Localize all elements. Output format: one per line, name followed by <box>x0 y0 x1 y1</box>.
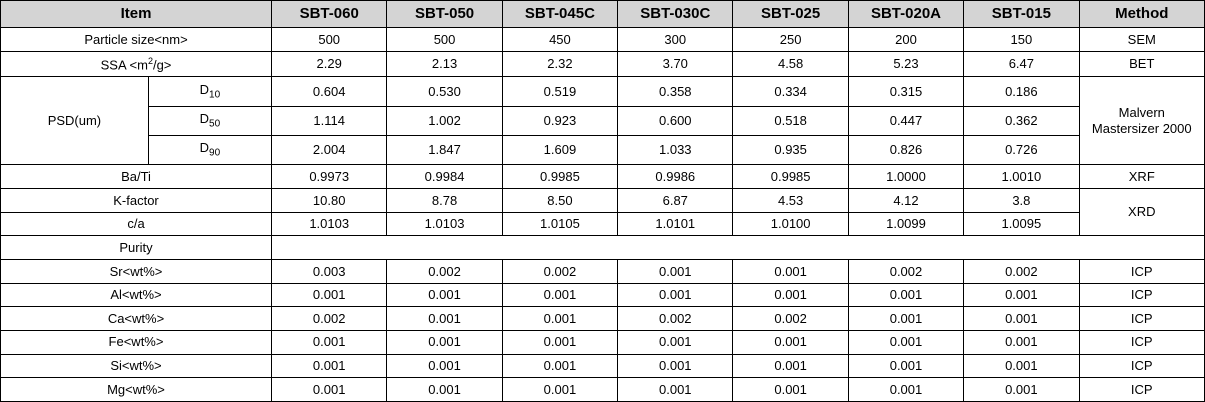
row-label-ssa <box>1 51 272 77</box>
cell-mg-sbt-015: 0.001 <box>964 378 1079 402</box>
cell-d50-sbt-015: 0.362 <box>964 106 1079 135</box>
cell-method-ssa: BET <box>1079 51 1204 77</box>
cell-mg-sbt-045c: 0.001 <box>502 378 617 402</box>
cell-si-sbt-050: 0.001 <box>387 354 502 378</box>
table-row <box>1 106 1205 135</box>
row-label-al: Al<wt%> <box>1 283 272 307</box>
cell-particle-size-sbt-060: 500 <box>272 28 387 52</box>
row-label-c-a: c/a <box>1 212 272 236</box>
cell-ba-ti-sbt-030c: 0.9986 <box>618 165 733 189</box>
row-label-sr: Sr<wt%> <box>1 259 272 283</box>
cell-ssa-sbt-020a: 5.23 <box>848 51 963 77</box>
header-product-sbt-045c: SBT-045C <box>502 1 617 28</box>
d50-prefix: D <box>199 111 210 127</box>
cell-ba-ti-sbt-015: 1.0010 <box>964 165 1079 189</box>
cell-si-sbt-060: 0.001 <box>272 354 387 378</box>
cell-c-a-sbt-060: 1.0103 <box>272 212 387 236</box>
cell-d10-sbt-015: 0.186 <box>964 77 1079 106</box>
cell-fe-sbt-045c: 0.001 <box>502 330 617 354</box>
row-label-d50 <box>148 106 271 135</box>
cell-al-sbt-060: 0.001 <box>272 283 387 307</box>
row-label-particle-size: Particle size<nm> <box>1 28 272 52</box>
cell-d10-sbt-060: 0.604 <box>272 77 387 106</box>
cell-ssa-sbt-045c: 2.32 <box>502 51 617 77</box>
table-row <box>1 259 1205 283</box>
cell-k-factor-sbt-025: 4.53 <box>733 189 848 213</box>
cell-al-sbt-025: 0.001 <box>733 283 848 307</box>
cell-k-factor-sbt-060: 10.80 <box>272 189 387 213</box>
cell-c-a-sbt-030c: 1.0101 <box>618 212 733 236</box>
cell-particle-size-sbt-045c: 450 <box>502 28 617 52</box>
cell-d10-sbt-050: 0.530 <box>387 77 502 106</box>
cell-fe-sbt-025: 0.001 <box>733 330 848 354</box>
d10-prefix: D <box>199 81 210 97</box>
cell-si-sbt-025: 0.001 <box>733 354 848 378</box>
cell-d90-sbt-050: 1.847 <box>387 136 502 165</box>
table-row <box>1 378 1205 402</box>
table-row <box>1 189 1205 213</box>
cell-c-a-sbt-015: 1.0095 <box>964 212 1079 236</box>
cell-ba-ti-sbt-020a: 1.0000 <box>848 165 963 189</box>
cell-ssa-sbt-025: 4.58 <box>733 51 848 77</box>
cell-fe-sbt-015: 0.001 <box>964 330 1079 354</box>
cell-si-sbt-045c: 0.001 <box>502 354 617 378</box>
cell-al-sbt-015: 0.001 <box>964 283 1079 307</box>
table-header-row <box>1 1 1205 28</box>
ssa-label-suffix: /g> <box>152 56 172 72</box>
cell-ca-sbt-020a: 0.001 <box>848 307 963 331</box>
d50-subscript: 50 <box>209 118 221 130</box>
table-row <box>1 330 1205 354</box>
row-label-psd-group: PSD(um) <box>1 77 149 165</box>
cell-k-factor-sbt-015: 3.8 <box>964 189 1079 213</box>
row-label-fe: Fe<wt%> <box>1 330 272 354</box>
cell-al-sbt-020a: 0.001 <box>848 283 963 307</box>
ssa-label-superscript: 2 <box>147 55 153 66</box>
d90-subscript: 90 <box>209 147 221 159</box>
cell-d90-sbt-060: 2.004 <box>272 136 387 165</box>
header-product-sbt-020a: SBT-020A <box>848 1 963 28</box>
cell-sr-sbt-025: 0.001 <box>733 259 848 283</box>
table-row <box>1 51 1205 77</box>
table-row <box>1 212 1205 236</box>
row-label-d90 <box>148 136 271 165</box>
cell-d90-sbt-020a: 0.826 <box>848 136 963 165</box>
row-label-purity: Purity <box>1 236 272 260</box>
cell-al-sbt-045c: 0.001 <box>502 283 617 307</box>
cell-method-psd <box>1079 77 1204 165</box>
cell-si-sbt-030c: 0.001 <box>618 354 733 378</box>
cell-k-factor-sbt-050: 8.78 <box>387 189 502 213</box>
cell-d10-sbt-020a: 0.315 <box>848 77 963 106</box>
header-product-sbt-030c: SBT-030C <box>618 1 733 28</box>
method-psd-line1: Malvern <box>1118 105 1165 121</box>
cell-sr-sbt-045c: 0.002 <box>502 259 617 283</box>
method-psd-line2: Mastersizer 2000 <box>1091 120 1192 136</box>
cell-sr-sbt-020a: 0.002 <box>848 259 963 283</box>
cell-ssa-sbt-015: 6.47 <box>964 51 1079 77</box>
cell-c-a-sbt-045c: 1.0105 <box>502 212 617 236</box>
ssa-label-prefix: SSA <m <box>100 56 148 72</box>
table-row <box>1 136 1205 165</box>
cell-d90-sbt-030c: 1.033 <box>618 136 733 165</box>
cell-d50-sbt-050: 1.002 <box>387 106 502 135</box>
cell-method-particle-size: SEM <box>1079 28 1204 52</box>
cell-ca-sbt-060: 0.002 <box>272 307 387 331</box>
cell-ba-ti-sbt-045c: 0.9985 <box>502 165 617 189</box>
d10-subscript: 10 <box>209 89 221 101</box>
cell-particle-size-sbt-015: 150 <box>964 28 1079 52</box>
cell-particle-size-sbt-025: 250 <box>733 28 848 52</box>
cell-al-sbt-030c: 0.001 <box>618 283 733 307</box>
cell-k-factor-sbt-045c: 8.50 <box>502 189 617 213</box>
cell-purity-empty <box>272 236 1205 260</box>
cell-fe-sbt-030c: 0.001 <box>618 330 733 354</box>
table-row <box>1 354 1205 378</box>
cell-fe-sbt-060: 0.001 <box>272 330 387 354</box>
cell-k-factor-sbt-030c: 6.87 <box>618 189 733 213</box>
cell-ba-ti-sbt-050: 0.9984 <box>387 165 502 189</box>
cell-si-sbt-015: 0.001 <box>964 354 1079 378</box>
cell-ba-ti-sbt-025: 0.9985 <box>733 165 848 189</box>
row-label-k-factor: K-factor <box>1 189 272 213</box>
header-product-sbt-015: SBT-015 <box>964 1 1079 28</box>
header-product-sbt-060: SBT-060 <box>272 1 387 28</box>
row-label-si: Si<wt%> <box>1 354 272 378</box>
cell-ssa-sbt-060: 2.29 <box>272 51 387 77</box>
cell-method-al: ICP <box>1079 283 1204 307</box>
table-row <box>1 28 1205 52</box>
cell-method-xrd: XRD <box>1079 189 1204 236</box>
cell-particle-size-sbt-020a: 200 <box>848 28 963 52</box>
table-row <box>1 77 1205 106</box>
cell-c-a-sbt-020a: 1.0099 <box>848 212 963 236</box>
cell-d50-sbt-060: 1.114 <box>272 106 387 135</box>
cell-method-mg: ICP <box>1079 378 1204 402</box>
cell-ca-sbt-050: 0.001 <box>387 307 502 331</box>
table-row <box>1 307 1205 331</box>
cell-si-sbt-020a: 0.001 <box>848 354 963 378</box>
cell-d50-sbt-025: 0.518 <box>733 106 848 135</box>
cell-sr-sbt-030c: 0.001 <box>618 259 733 283</box>
cell-d10-sbt-030c: 0.358 <box>618 77 733 106</box>
cell-ca-sbt-015: 0.001 <box>964 307 1079 331</box>
cell-fe-sbt-050: 0.001 <box>387 330 502 354</box>
cell-ssa-sbt-050: 2.13 <box>387 51 502 77</box>
cell-sr-sbt-050: 0.002 <box>387 259 502 283</box>
cell-method-sr: ICP <box>1079 259 1204 283</box>
cell-method-ca: ICP <box>1079 307 1204 331</box>
cell-c-a-sbt-025: 1.0100 <box>733 212 848 236</box>
cell-ca-sbt-030c: 0.002 <box>618 307 733 331</box>
cell-d50-sbt-030c: 0.600 <box>618 106 733 135</box>
cell-mg-sbt-050: 0.001 <box>387 378 502 402</box>
cell-particle-size-sbt-050: 500 <box>387 28 502 52</box>
cell-method-ba-ti: XRF <box>1079 165 1204 189</box>
cell-ca-sbt-045c: 0.001 <box>502 307 617 331</box>
row-label-ca: Ca<wt%> <box>1 307 272 331</box>
cell-mg-sbt-060: 0.001 <box>272 378 387 402</box>
cell-method-fe: ICP <box>1079 330 1204 354</box>
cell-k-factor-sbt-020a: 4.12 <box>848 189 963 213</box>
d90-prefix: D <box>199 140 210 156</box>
cell-d90-sbt-045c: 1.609 <box>502 136 617 165</box>
cell-ca-sbt-025: 0.002 <box>733 307 848 331</box>
cell-c-a-sbt-050: 1.0103 <box>387 212 502 236</box>
cell-d50-sbt-045c: 0.923 <box>502 106 617 135</box>
header-product-sbt-025: SBT-025 <box>733 1 848 28</box>
cell-sr-sbt-060: 0.003 <box>272 259 387 283</box>
cell-mg-sbt-025: 0.001 <box>733 378 848 402</box>
table-row <box>1 236 1205 260</box>
cell-d50-sbt-020a: 0.447 <box>848 106 963 135</box>
cell-fe-sbt-020a: 0.001 <box>848 330 963 354</box>
cell-mg-sbt-030c: 0.001 <box>618 378 733 402</box>
cell-d90-sbt-025: 0.935 <box>733 136 848 165</box>
header-method: Method <box>1079 1 1204 28</box>
cell-sr-sbt-015: 0.002 <box>964 259 1079 283</box>
cell-d10-sbt-025: 0.334 <box>733 77 848 106</box>
cell-mg-sbt-020a: 0.001 <box>848 378 963 402</box>
header-product-sbt-050: SBT-050 <box>387 1 502 28</box>
table-row <box>1 283 1205 307</box>
cell-particle-size-sbt-030c: 300 <box>618 28 733 52</box>
cell-d90-sbt-015: 0.726 <box>964 136 1079 165</box>
cell-d10-sbt-045c: 0.519 <box>502 77 617 106</box>
row-label-ba-ti: Ba/Ti <box>1 165 272 189</box>
table-row <box>1 165 1205 189</box>
row-label-d10 <box>148 77 271 106</box>
cell-ssa-sbt-030c: 3.70 <box>618 51 733 77</box>
cell-al-sbt-050: 0.001 <box>387 283 502 307</box>
cell-ba-ti-sbt-060: 0.9973 <box>272 165 387 189</box>
header-item: Item <box>1 1 272 28</box>
cell-method-si: ICP <box>1079 354 1204 378</box>
row-label-mg: Mg<wt%> <box>1 378 272 402</box>
